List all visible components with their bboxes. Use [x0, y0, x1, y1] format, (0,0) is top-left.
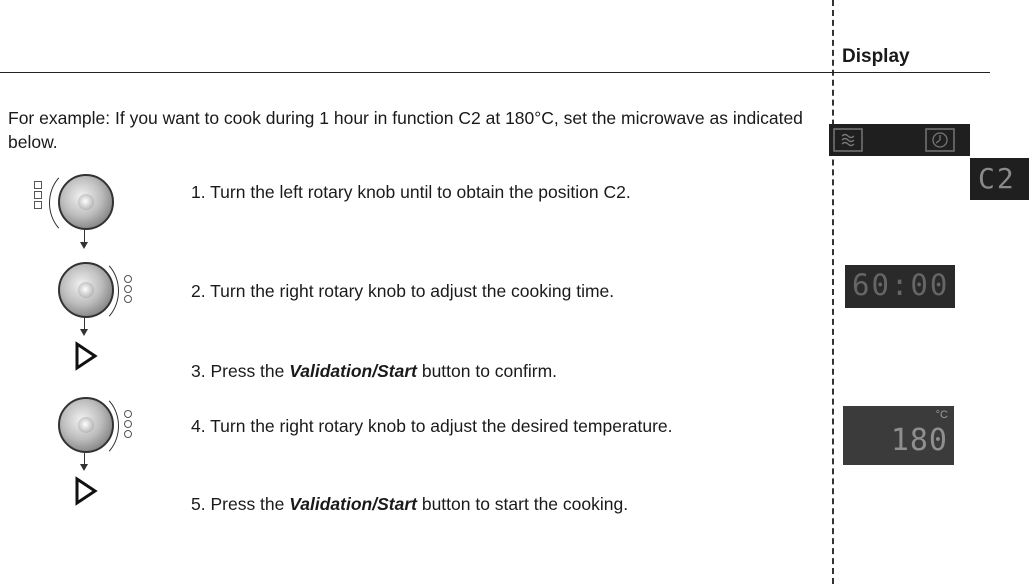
- function-display-strip: [829, 124, 970, 156]
- step-2-text: 2. Turn the right rotary knob to adjust the cooking time.: [191, 281, 615, 301]
- function-code-display: [970, 158, 1029, 200]
- display-column-divider: [832, 0, 834, 584]
- knob-rotation-arc: [59, 391, 119, 461]
- flow-arrow-down-icon: [80, 464, 88, 471]
- temperature-readout: 180: [890, 423, 948, 458]
- clock-icon: [925, 128, 955, 152]
- flow-arrow-down-icon: [80, 329, 88, 336]
- temperature-display: [843, 406, 954, 465]
- start-button-icon: [74, 341, 98, 371]
- time-display: [845, 265, 955, 308]
- left-rotary-knob-icon: [58, 174, 114, 230]
- function-code: C2: [978, 162, 1016, 195]
- function-icons: [34, 181, 41, 211]
- step-5-text: 5. Press the Validation/Start button to start the cooking.: [191, 494, 629, 514]
- knob-rotation-arc: [59, 256, 119, 326]
- display-column-header: Display: [842, 46, 910, 67]
- step-3-text: 3. Press the Validation/Start button to confirm.: [191, 361, 558, 381]
- temperature-unit: °C: [935, 409, 948, 421]
- step-4-text: 4. Turn the right rotary knob to adjust the desired temperature.: [191, 416, 673, 436]
- time-readout: 60:00: [852, 268, 950, 302]
- setting-icons: [124, 410, 131, 440]
- start-button-icon: [74, 476, 98, 506]
- flow-arrow-down-icon: [80, 242, 88, 249]
- grill-function-icon: [833, 128, 863, 152]
- step-1-text: 1. Turn the left rotary knob until to obtain the position C2.: [191, 182, 631, 202]
- intro-text: For example: If you want to cook during 1 hour in function C2 at 180°C, set the microwave as indicated below.: [8, 108, 803, 152]
- setting-icons: [124, 275, 131, 305]
- header-rule: [0, 72, 990, 73]
